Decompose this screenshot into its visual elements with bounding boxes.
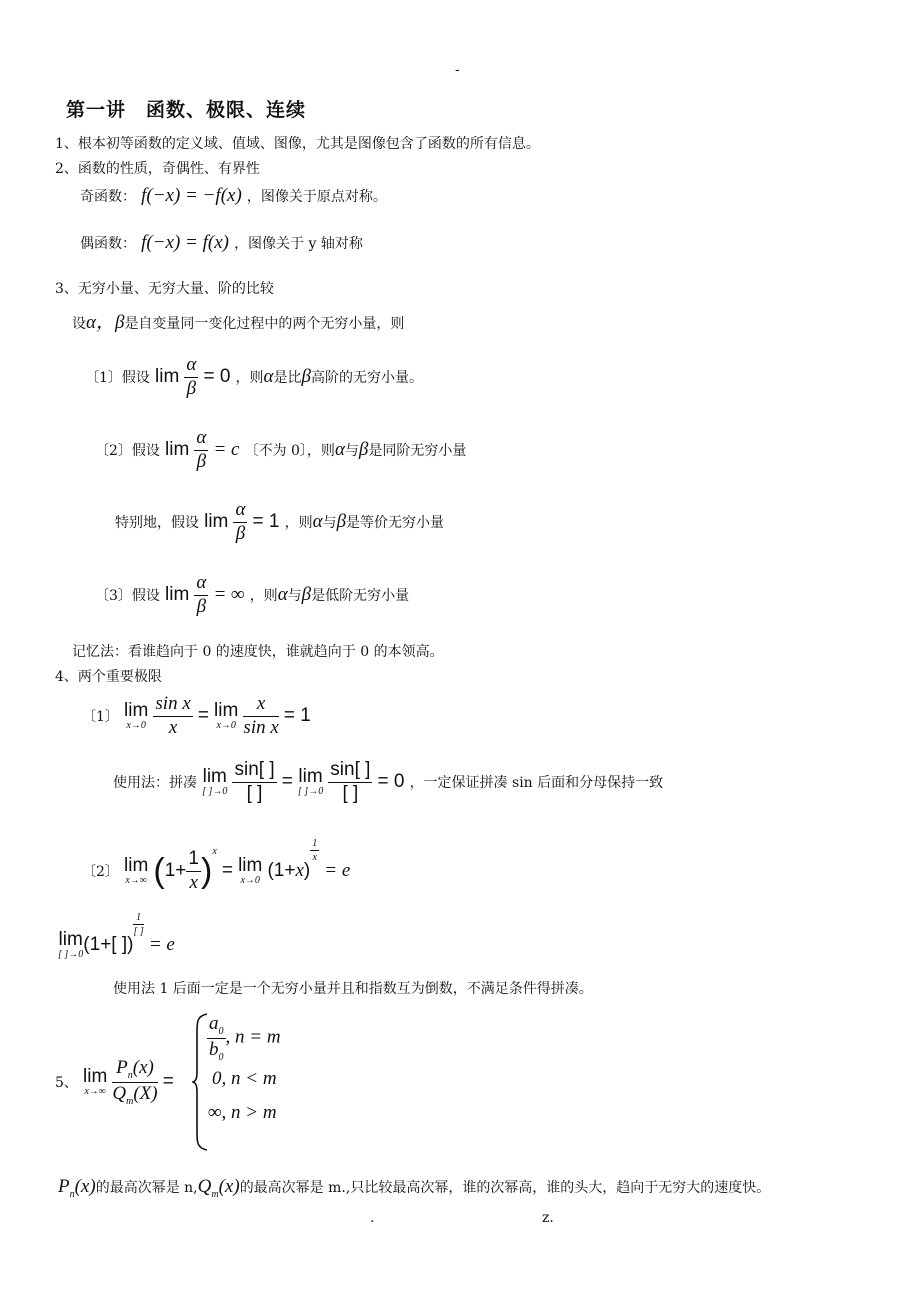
- case-1-pre: 〔1〕假设: [85, 369, 150, 386]
- case-2b-pre: 特别地，假设: [115, 514, 199, 531]
- set-line: [72, 307, 404, 334]
- lim: lim: [124, 855, 149, 877]
- set-post: 是自变量同一变化过程中的两个无穷小量，则: [124, 316, 405, 332]
- case-2-eq: = c: [213, 438, 240, 460]
- usage-1-pre: 使用法：拼凑: [113, 774, 197, 791]
- case-2b-eq: = 1: [252, 510, 280, 532]
- bracket-limit: [58, 912, 175, 961]
- sinbracket-over-bracket: [232, 760, 276, 805]
- item-1: 1、根本初等函数的定义域、值域、图像，尤其是图像包含了函数的所有信息。: [55, 136, 540, 152]
- lim-x-to-inf: [124, 856, 148, 886]
- Pn-of-x: [58, 1176, 96, 1200]
- case-3-note: ，则: [249, 587, 278, 604]
- item-4: 4、两个重要极限: [55, 669, 162, 685]
- lim-x-to-inf: [83, 1067, 107, 1097]
- denominator: x: [312, 852, 317, 863]
- Q: Q: [197, 1176, 212, 1197]
- numerator: sin x: [153, 694, 192, 717]
- paren-close: ): [303, 860, 311, 881]
- case-2: [95, 428, 466, 473]
- lim: lim: [165, 583, 190, 605]
- sub-0: 0: [218, 1025, 224, 1037]
- case-n-gt-m: ∞, n > m: [208, 1102, 277, 1123]
- lim-x-to-0: [214, 701, 238, 731]
- equals-zero: = 0: [377, 770, 405, 792]
- even-note: ，图像关于 y 轴对称: [234, 236, 363, 252]
- pn-over-qm: [112, 1058, 157, 1107]
- beta: β: [186, 377, 197, 399]
- denominator: x: [168, 716, 178, 738]
- alpha: α: [312, 510, 323, 532]
- beta: β: [301, 365, 311, 387]
- b: b: [209, 1038, 219, 1060]
- item-5-label: 5、: [55, 1074, 78, 1091]
- lim: lim: [124, 700, 149, 722]
- numerator: sin[ ]: [328, 760, 372, 783]
- of-x: (x): [74, 1176, 96, 1197]
- equals: =: [197, 704, 209, 726]
- lim-x-to-0: [124, 701, 148, 731]
- lim: lim: [155, 365, 180, 387]
- case-2-pre: 〔2〕假设: [95, 442, 160, 459]
- even-function-line: [80, 232, 363, 254]
- a0-over-b0: [207, 1014, 226, 1063]
- odd-label: 奇函数：: [80, 189, 136, 205]
- numerator: x: [243, 694, 278, 717]
- case-2b-post: 是等价无穷小量: [346, 514, 445, 531]
- lim-sub: x→∞: [125, 875, 147, 887]
- header-mark: -: [455, 62, 460, 78]
- one-plus-x-open: (1+: [267, 860, 296, 881]
- case-2b: [115, 500, 444, 545]
- odd-note: ，图像关于原点对称。: [246, 189, 387, 205]
- alpha-over-beta: [184, 355, 198, 400]
- case-3-eq: = ∞: [213, 583, 245, 605]
- exponent-1-over-bracket: [133, 912, 143, 937]
- alpha-over-beta: [194, 573, 208, 618]
- of-x: (x): [218, 1176, 240, 1197]
- even-label: 偶函数：: [80, 236, 136, 252]
- equals-e: = e: [324, 860, 351, 881]
- case-3-pre: 〔3〕假设: [95, 587, 160, 604]
- case-1-cond: , n = m: [225, 1026, 281, 1048]
- item-2: 2、函数的性质，奇偶性、有界性: [55, 161, 260, 177]
- equals: =: [221, 860, 233, 881]
- of-x: (x): [132, 1057, 154, 1078]
- alpha-over-beta: [233, 500, 247, 545]
- exponent-x: x: [212, 846, 217, 857]
- lim-sub: x→∞: [84, 1086, 106, 1098]
- beta: β: [336, 510, 347, 532]
- lim-bracket-to-0: [298, 767, 323, 797]
- denominator: [ ]: [342, 782, 359, 804]
- page-title: 第一讲 函数、极限、连续: [66, 99, 307, 121]
- usage-1: [113, 760, 663, 805]
- numerator: 1: [186, 849, 201, 872]
- P: P: [116, 1057, 128, 1078]
- sinbracket-over-bracket: [328, 760, 372, 805]
- denominator: [ ]: [133, 926, 144, 937]
- usage-2: 使用法 1 后面一定是一个无穷小量并且和指数互为倒数，不满足条件得拼凑。: [113, 981, 593, 997]
- set-pre: 设: [72, 316, 86, 332]
- lim: lim: [58, 929, 83, 951]
- case-1: [85, 355, 423, 400]
- sinx-over-x: [153, 694, 192, 739]
- limit-2-label: 〔2〕: [82, 864, 119, 880]
- case-3-post: 是低阶无穷小量: [311, 587, 410, 604]
- P: P: [58, 1176, 70, 1197]
- lim: lim: [202, 766, 227, 788]
- lim-sub: [ ]→0: [297, 786, 324, 798]
- alpha: α: [194, 428, 208, 451]
- even-formula: f(−x) = f(x): [141, 232, 229, 253]
- alpha: α: [184, 355, 198, 378]
- case-2b-mid: 与: [322, 514, 337, 531]
- equals: =: [162, 1070, 174, 1092]
- a: a: [209, 1013, 219, 1034]
- numerator: 1: [312, 838, 318, 849]
- sub-0: 0: [218, 1051, 224, 1063]
- case-n-eq-m: [207, 1014, 281, 1063]
- memo: 记忆法：看谁趋向于 0 的速度快，谁就趋向于 0 的本领高。: [72, 644, 444, 660]
- beta: β: [235, 522, 246, 544]
- beta: β: [196, 595, 207, 617]
- lim: lim: [298, 766, 323, 788]
- denominator: x: [189, 872, 198, 893]
- lim-sub: x→0: [240, 875, 260, 887]
- lim-bracket-to-0: [58, 930, 83, 960]
- lim: lim: [83, 1066, 108, 1088]
- left-paren: (: [153, 852, 165, 890]
- alpha: α: [334, 438, 345, 460]
- alpha: α: [233, 500, 247, 523]
- case-3: [95, 573, 409, 618]
- final-b: 的最高次幂是 m.,只比较最高次幂，谁的次幂高，谁的头大，趋向于无穷大的速度快。: [239, 1180, 771, 1196]
- case-n-lt-m: 0, n < m: [212, 1068, 277, 1089]
- odd-function-line: [80, 185, 387, 207]
- m: m: [126, 1095, 134, 1107]
- item-5: [55, 1058, 174, 1107]
- case-1-post: 高阶的无穷小量。: [310, 369, 423, 386]
- one-plus-bracket: (1+[ ]): [83, 934, 134, 955]
- lim: lim: [204, 510, 229, 532]
- odd-formula: f(−x) = −f(x): [141, 185, 242, 206]
- equals-e: = e: [148, 934, 175, 955]
- beta: β: [358, 438, 369, 460]
- alpha: α: [277, 583, 288, 605]
- alpha-over-beta: [194, 428, 208, 473]
- lim-sub: [ ]→0: [58, 949, 84, 961]
- lim-sub: [ ]→0: [202, 786, 228, 798]
- lim-sub: x→0: [126, 720, 146, 732]
- case-2-post: 是同阶无穷小量: [368, 442, 467, 459]
- m: m: [211, 1188, 219, 1200]
- alpha: α: [263, 365, 274, 387]
- beta: β: [196, 450, 207, 472]
- final-line: [58, 1176, 770, 1200]
- case-1-mid: 是比: [273, 369, 302, 386]
- case-2-note: 〔不为 0〕，则: [244, 442, 335, 459]
- equals: =: [281, 770, 293, 792]
- lim: lim: [165, 438, 190, 460]
- n: n: [127, 1069, 133, 1081]
- footer-right: z.: [542, 1210, 554, 1226]
- denominator: sin x: [243, 716, 279, 738]
- case-1-then: ，则: [235, 369, 264, 386]
- lim-sub: x→0: [216, 720, 236, 732]
- usage-1-post: ，一定保证拼凑 sin 后面和分母保持一致: [409, 774, 664, 791]
- x-over-sinx: [243, 694, 278, 739]
- lim-x-to-0: [238, 856, 262, 886]
- one: 1: [164, 860, 176, 881]
- lim: lim: [238, 855, 263, 877]
- limit-2: 〔2〕 lim x→∞ (1+ $\frac{1}{x}$ )$^x$ = lim x→0 (1+x) $^{\frac{1}{x}}$ = e: [82, 838, 351, 893]
- Qm-of-x: [197, 1176, 240, 1200]
- footer-left: .: [370, 1210, 375, 1226]
- one-over-x: [186, 849, 201, 894]
- item-3: 3、无穷小量、无穷大量、阶的比较: [55, 281, 274, 297]
- equals-one: = 1: [283, 704, 311, 726]
- right-paren: ): [200, 852, 213, 890]
- denominator: [ ]: [246, 782, 263, 804]
- Q: Q: [112, 1082, 127, 1104]
- case-1-eq: = 0: [203, 365, 231, 387]
- lim: lim: [214, 700, 239, 722]
- x: x: [295, 860, 304, 881]
- of-X: (X): [133, 1082, 158, 1104]
- n: n: [69, 1188, 75, 1200]
- limit-1: [82, 694, 311, 739]
- exponent-1-over-x: [310, 838, 319, 863]
- beta: β: [301, 583, 312, 605]
- numerator: 1: [133, 912, 143, 925]
- alpha: α: [194, 573, 208, 596]
- final-a: 的最高次幂是 n,: [95, 1180, 198, 1196]
- lim-bracket-to-0: [202, 767, 227, 797]
- limit-1-label: 〔1〕: [82, 708, 119, 725]
- case-2b-note: ，则: [284, 514, 313, 531]
- case-2-mid: 与: [344, 442, 359, 459]
- numerator: sin[ ]: [232, 760, 276, 783]
- case-3-mid: 与: [287, 587, 302, 604]
- set-vars: α，β: [86, 312, 125, 333]
